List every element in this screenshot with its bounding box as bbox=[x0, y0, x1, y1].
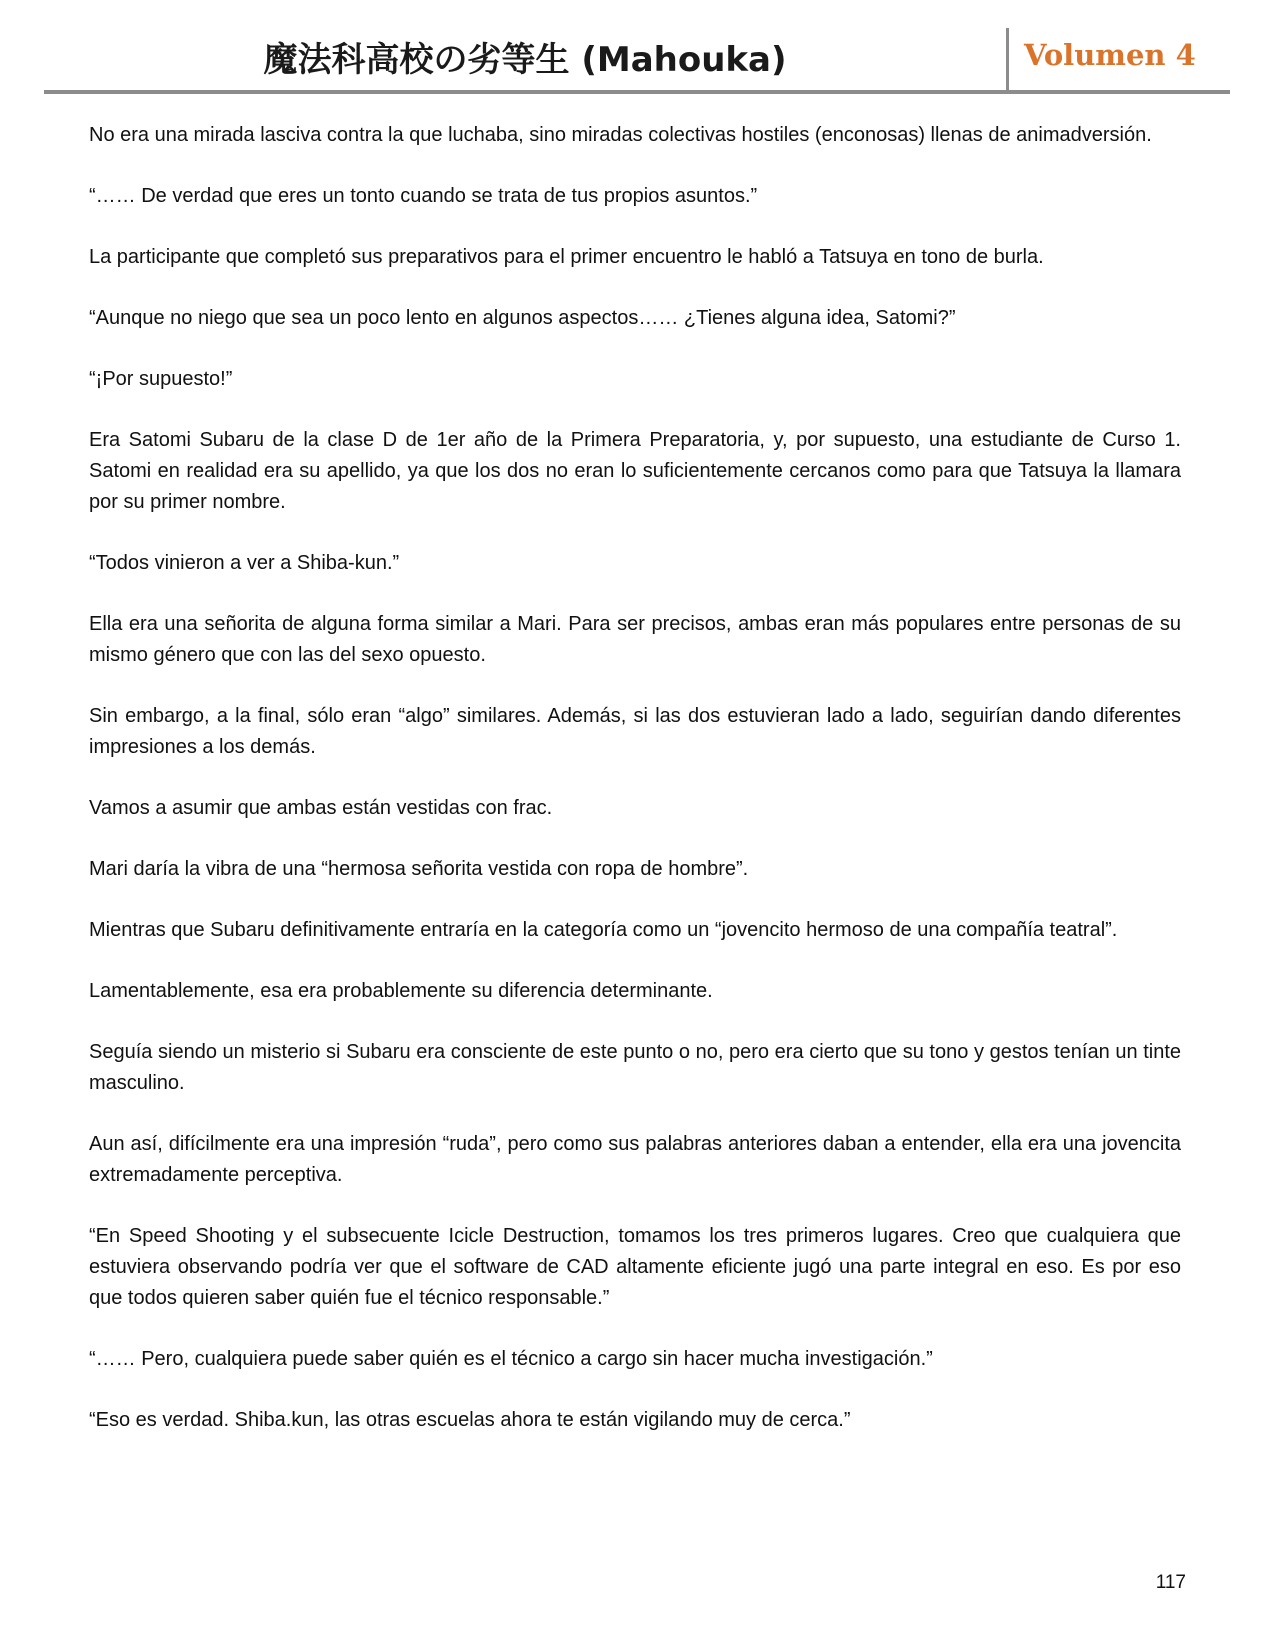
header-rule bbox=[44, 90, 1230, 94]
paragraph: “Todos vinieron a ver a Shiba-kun.” bbox=[89, 552, 400, 574]
paragraph: Vamos a asumir que ambas están vestidas con frac. bbox=[89, 797, 553, 819]
header-volume: Volumen 4 bbox=[1024, 38, 1196, 72]
paragraph: “…… Pero, cualquiera puede saber quién es el técnico a cargo sin hacer mucha investigación.” bbox=[89, 1348, 933, 1370]
paragraph: “Eso es verdad. Shiba.kun, las otras escuelas ahora te están vigilando muy de cerca.” bbox=[89, 1409, 851, 1431]
paragraph: Aun así, difícilmente era una impresión “ruda”, pero como sus palabras anteriores daban a entender, ella era una jovencita extremadamente perceptiva. bbox=[89, 1133, 1181, 1186]
paragraph: Mientras que Subaru definitivamente entraría en la categoría como un “jovencito hermoso de una compañía teatral”. bbox=[89, 919, 1118, 941]
paragraph: No era una mirada lasciva contra la que luchaba, sino miradas colectivas hostiles (enconosas) llenas de animadversión. bbox=[89, 124, 1152, 146]
header-title: 魔法科高校の劣等生 (Mahouka) bbox=[263, 40, 787, 80]
paragraph: “¡Por supuesto!” bbox=[89, 368, 233, 390]
paragraph: “Aunque no niego que sea un poco lento en algunos aspectos…… ¿Tienes alguna idea, Satomi?” bbox=[89, 307, 956, 329]
page-number: 117 bbox=[1155, 1572, 1186, 1593]
paragraph: Sin embargo, a la final, sólo eran “algo” similares. Además, si las dos estuvieran lado a lado, seguirían dando diferentes impresiones a los demás. bbox=[89, 705, 1181, 758]
page-body bbox=[89, 120, 1181, 1466]
paragraph: “…… De verdad que eres un tonto cuando se trata de tus propios asuntos.” bbox=[89, 185, 758, 207]
page-header bbox=[44, 28, 1230, 94]
paragraph: Mari daría la vibra de una “hermosa señorita vestida con ropa de hombre”. bbox=[89, 858, 749, 880]
paragraph: Ella era una señorita de alguna forma similar a Mari. Para ser precisos, ambas eran más populares entre personas de su mismo género que con las del sexo opuesto. bbox=[89, 613, 1181, 666]
paragraph: Lamentablemente, esa era probablemente su diferencia determinante. bbox=[89, 980, 713, 1002]
paragraph: Seguía siendo un misterio si Subaru era consciente de este punto o no, pero era cierto que su tono y gestos tenían un tinte masculino. bbox=[89, 1041, 1181, 1094]
paragraph: Era Satomi Subaru de la clase D de 1er año de la Primera Preparatoria, y, por supuesto, una estudiante de Curso 1. Satomi en realidad era su apellido, ya que los dos no eran lo suficientemente cercanos como para que Tatsuya la llamara por su primer nombre. bbox=[89, 429, 1181, 513]
paragraph: “En Speed Shooting y el subsecuente Icicle Destruction, tomamos los tres primeros lugares. Creo que cualquiera que estuviera observando podría ver que el software de CAD altamente eficiente jugó una parte integral en eso. Es por eso que todos quieren saber quién fue el técnico responsable.” bbox=[89, 1225, 1181, 1309]
header-divider bbox=[1006, 28, 1009, 92]
paragraph: La participante que completó sus preparativos para el primer encuentro le habló a Tatsuya en tono de burla. bbox=[89, 246, 1044, 268]
